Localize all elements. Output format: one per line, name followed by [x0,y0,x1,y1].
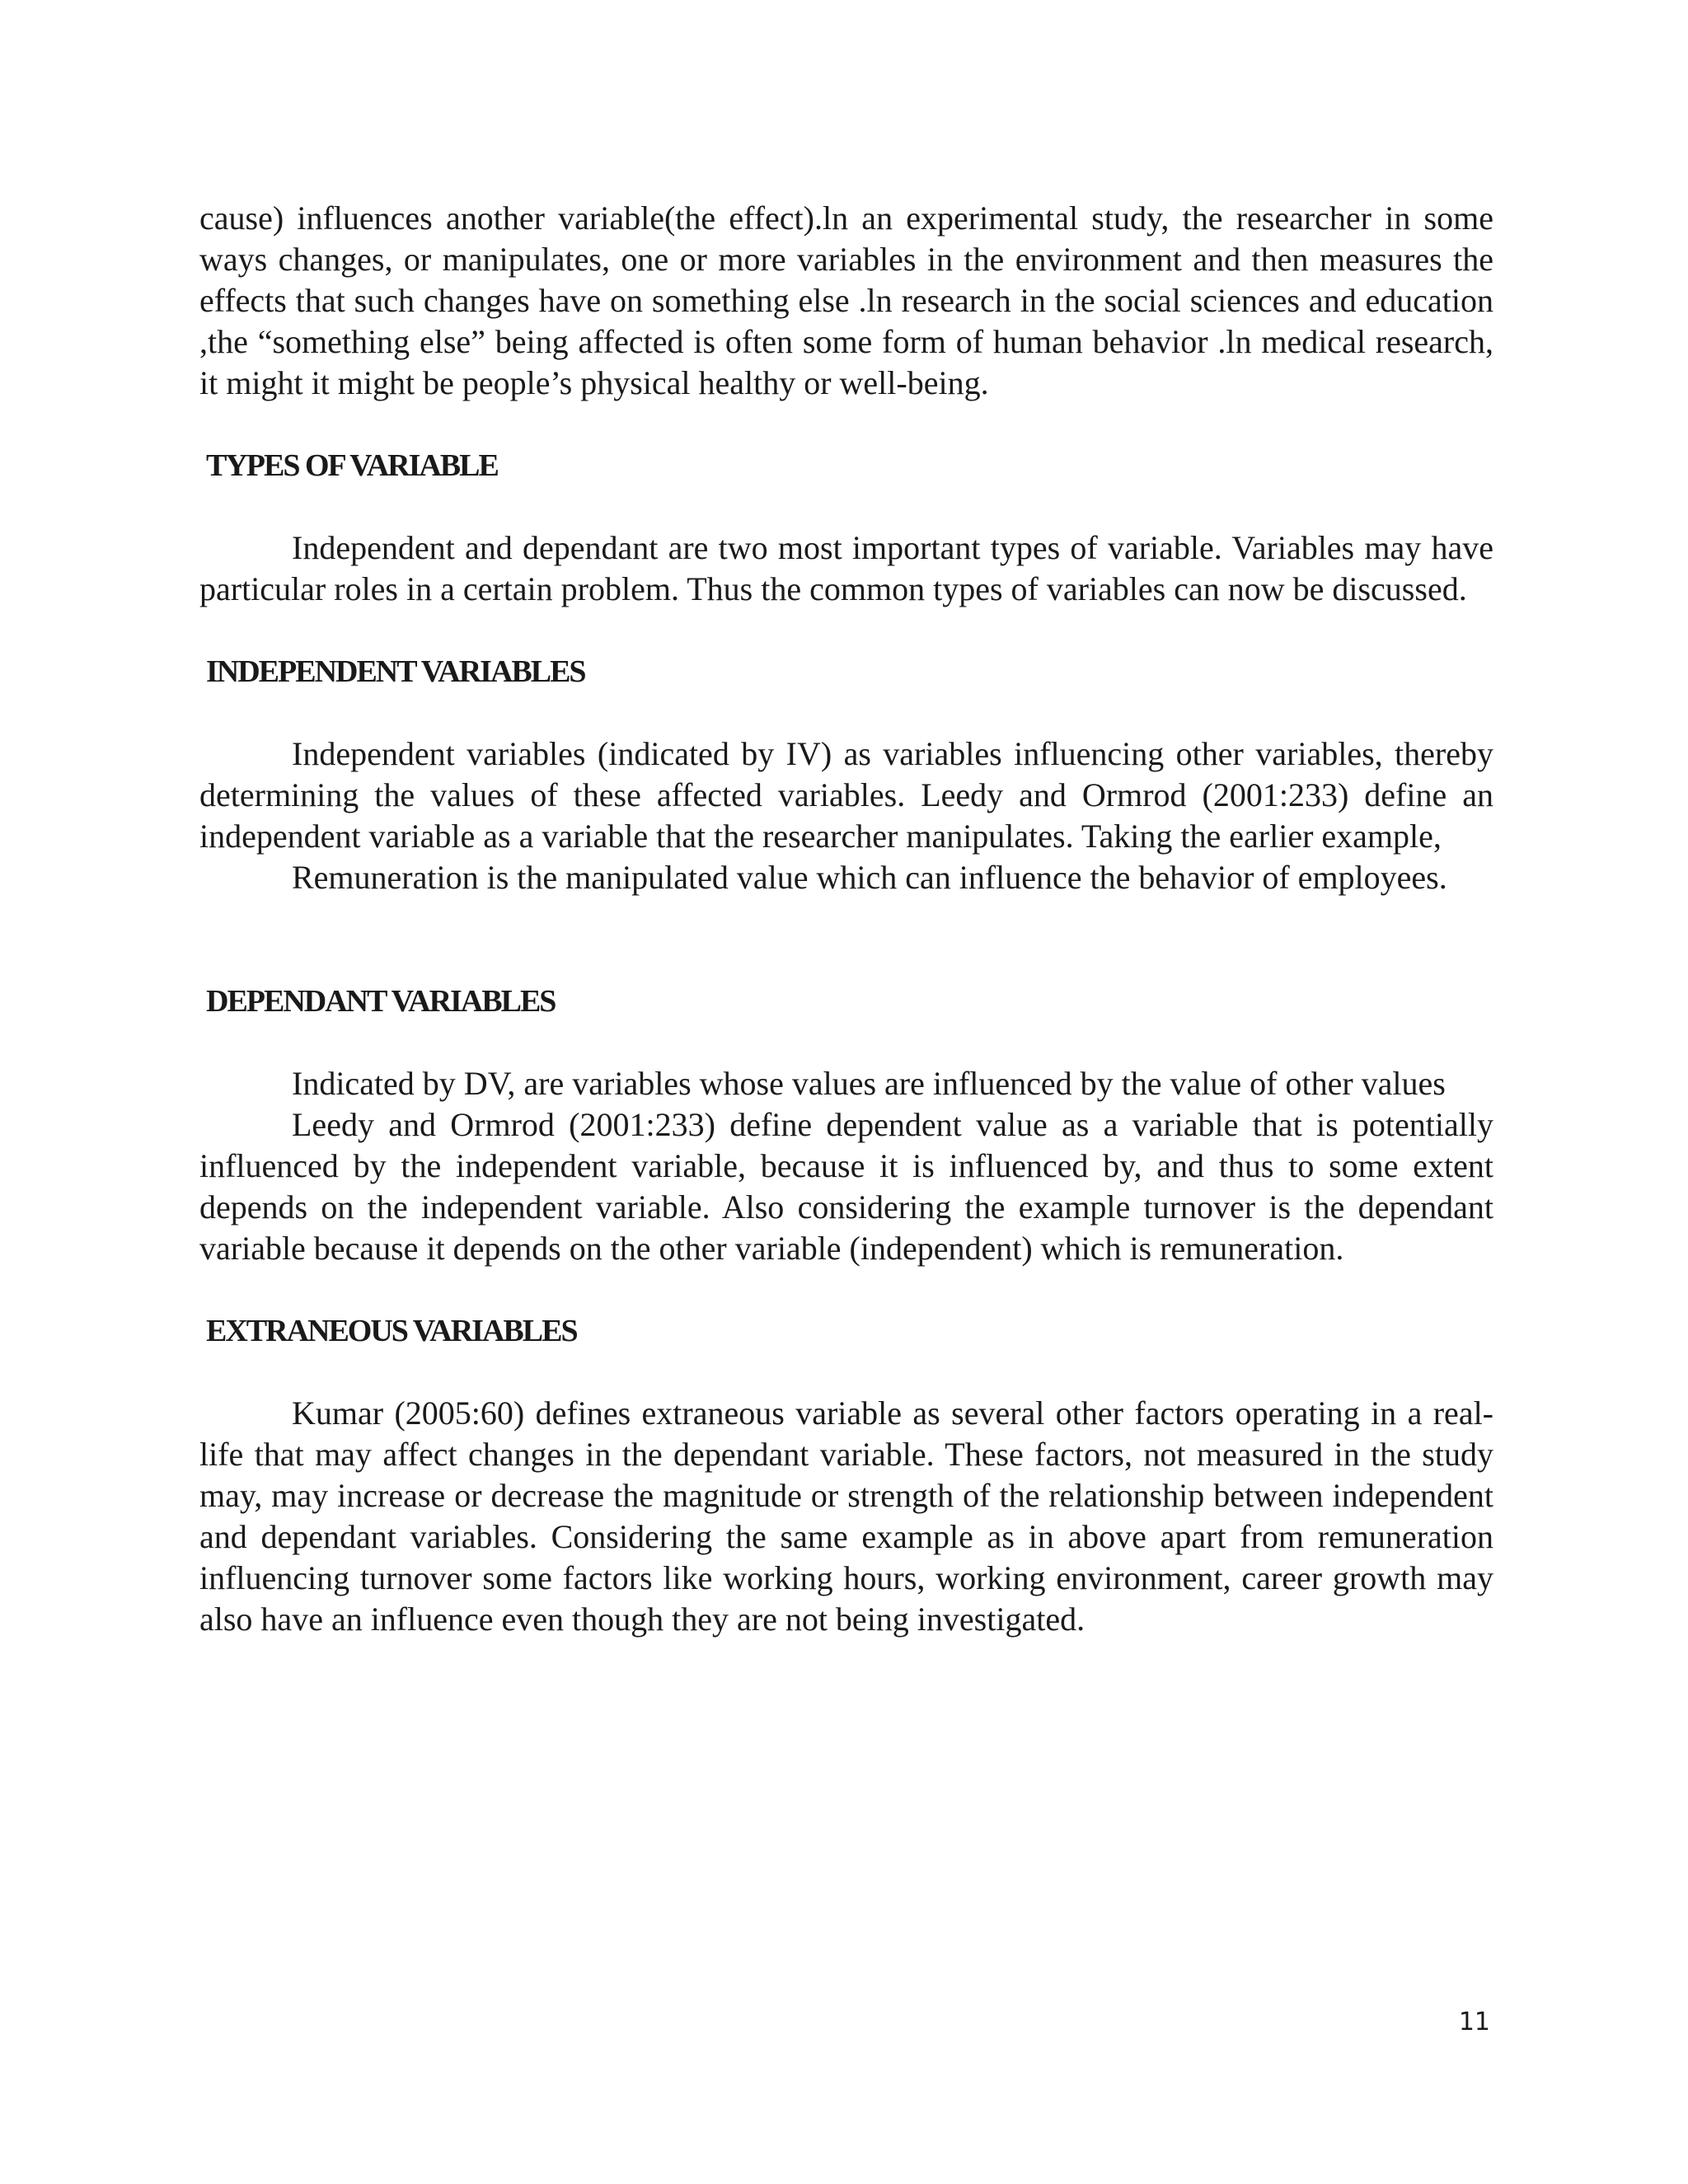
spacer [199,692,1493,733]
independent-paragraph-1: Independent variables (indicated by IV) as variables influencing other variables, thereby determining the values of these affected variables. Leedy and Ormrod (2001:233) define an independent variable as a variable that the researcher manipulates. Taking the earlier example, [199,735,1493,855]
spacer [199,610,1493,651]
intro-paragraph: cause) influences another variable(the effect).ln an experimental study, the researcher in some ways changes, or manipulates, one or more variables in the environment and then measures the effects that such changes have on something else .ln research in the social sciences and education ,the “something else” being affected is often some form of human behavior .ln medical research, it might it might be people’s physical healthy or well-being. [199,199,1493,401]
dependant-variables-heading: DEPENDANT VARIABLES [206,984,556,1019]
types-of-variable-heading: TYPES OF VARIABLE [206,448,498,483]
dependant-paragraph-2: Leedy and Ormrod (2001:233) define dependent value as a variable that is potentially influenced by the independent variable, because it is influenced by, and thus to some extent depends on the independent variable. Also considering the example turnover is the dependant variable because it depends on the other variable (independent) which is remuneration. [199,1106,1493,1267]
independent-paragraph-2: Remuneration is the manipulated value which can influence the behavior of employees. [292,859,1447,896]
extraneous-variables-heading: EXTRANEOUS VARIABLES [206,1314,577,1348]
spacer [199,1352,1493,1393]
page-body [199,198,1493,1640]
independent-variables-heading: INDEPENDENT VARIABLES [206,654,585,689]
spacer [199,1022,1493,1063]
spacer [199,404,1493,445]
spacer [199,898,1493,981]
spacer [199,1269,1493,1310]
page-number: 11 [1458,2008,1490,2036]
types-paragraph: Independent and dependant are two most important types of variable. Variables may have particular roles in a certain problem. Thus the common types of variables can now be discussed. [199,529,1493,607]
spacer [199,486,1493,527]
extraneous-paragraph: Kumar (2005:60) defines extraneous variable as several other factors operating in a real-life that may affect changes in the dependant variable. These factors, not measured in the study may, may increase or decrease the magnitude or strength of the relationship between independent and dependant variables. Considering the same example as in above apart from remuneration influencing turnover some factors like working hours, working environment, career growth may also have an influence even though they are not being investigated. [199,1394,1493,1638]
dependant-paragraph-1: Indicated by DV, are variables whose values are influenced by the value of other values [292,1065,1446,1102]
